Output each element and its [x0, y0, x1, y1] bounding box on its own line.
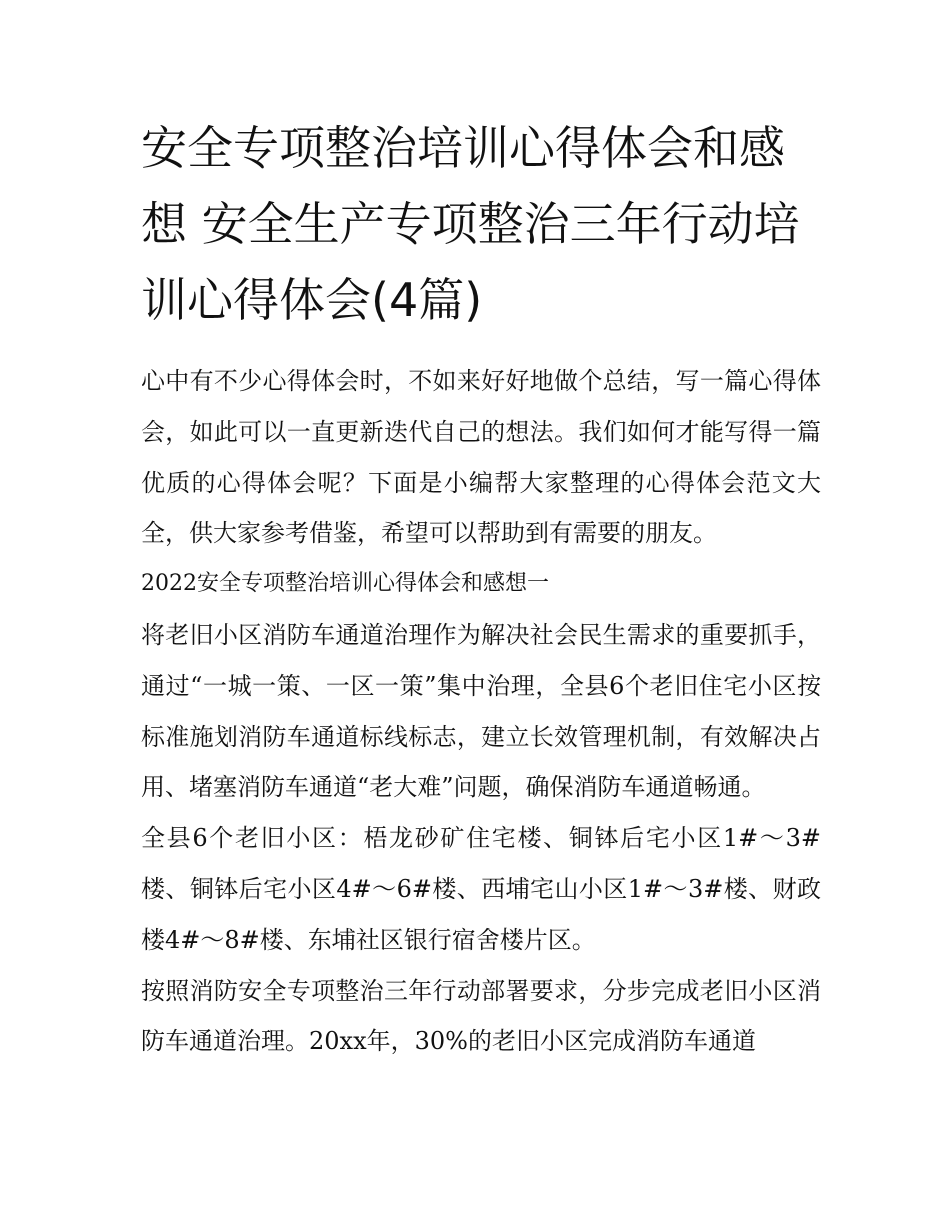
body-paragraph: 全县6个老旧小区：梧龙砂矿住宅楼、铜钵后宅小区1#～3#楼、铜钵后宅小区4#～6#楼、西埔宅山小区1#～3#楼、财政楼4#～8#楼、东埔社区银行宿舍楼片区。 [141, 824, 821, 954]
body-paragraph: 将老旧小区消防车通道治理作为解决社会民生需求的重要抓手，通过“一城一策、一区一策”集中治理，全县6个老旧住宅小区按标准施划消防车通道标线标志，建立长效管理机制，有效解决占用、堵塞消防车通道“老大难”问题，确保消防车通道畅通。 [141, 620, 821, 802]
section-heading: 2022安全专项整治培训心得体会和感想一 [141, 571, 549, 597]
document-body [141, 356, 821, 1067]
body-paragraph: 按照消防安全专项整治三年行动部署要求，分步完成老旧小区消防车通道治理。20xx年，30%的老旧小区完成消防车通道 [141, 976, 821, 1056]
document-title: 安全专项整治培训心得体会和感想 安全生产专项整治三年行动培训心得体会(4篇) [141, 121, 800, 327]
intro-paragraph: 心中有不少心得体会时，不如来好好地做个总结，写一篇心得体会，如此可以一直更新迭代自己的想法。我们如何才能写得一篇优质的心得体会呢？下面是小编帮大家整理的心得体会范文大全，供大家参考借鉴，希望可以帮助到有需要的朋友。 [141, 367, 821, 548]
